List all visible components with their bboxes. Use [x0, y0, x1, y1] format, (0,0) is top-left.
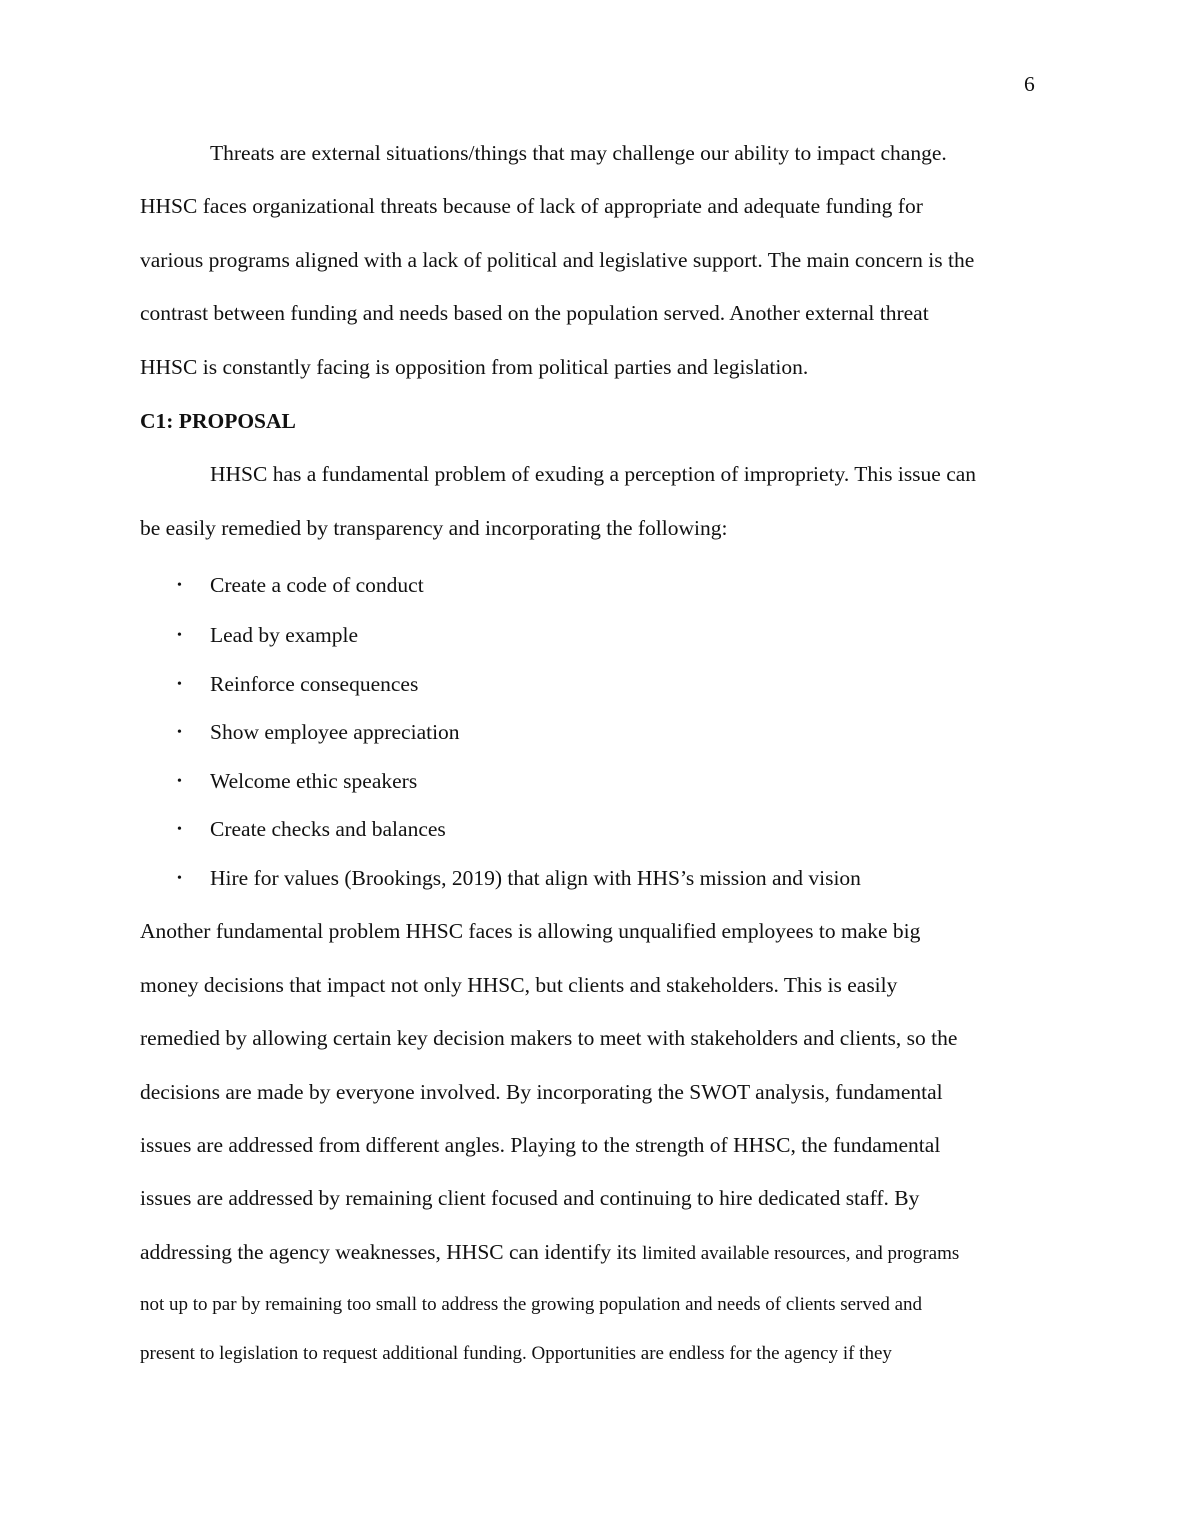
- paragraph-line: present to legislation to request additional funding. Opportunities are endless for the agency if they: [140, 1343, 892, 1364]
- paragraph-line: issues are addressed from different angles. Playing to the strength of HHSC, the fundamental: [140, 1133, 941, 1157]
- list-item: Hire for values (Brookings, 2019) that align with HHS’s mission and vision: [210, 866, 861, 890]
- line-segment-small: limited available resources, and programs: [642, 1243, 960, 1264]
- paragraph-line: various programs aligned with a lack of political and legislative support. The main concern is the: [140, 248, 975, 272]
- paragraph-line: HHSC faces organizational threats because of lack of appropriate and adequate funding for: [140, 194, 923, 218]
- list-item: Create checks and balances: [210, 817, 446, 841]
- paragraph-line: remedied by allowing certain key decision makers to meet with stakeholders and clients, so the: [140, 1026, 958, 1050]
- bullet-icon: •: [177, 725, 182, 740]
- paragraph-line: HHSC is constantly facing is opposition from political parties and legislation.: [140, 355, 809, 379]
- list-item: Show employee appreciation: [210, 720, 460, 744]
- page-number: 6: [1024, 72, 1035, 96]
- bullet-icon: •: [177, 578, 182, 593]
- bullet-icon: •: [177, 822, 182, 837]
- paragraph-line: money decisions that impact not only HHSC, but clients and stakeholders. This is easily: [140, 973, 898, 997]
- paragraph-line: be easily remedied by transparency and incorporating the following:: [140, 516, 728, 540]
- paragraph-line: Threats are external situations/things that may challenge our ability to impact change.: [210, 141, 947, 165]
- list-item: Create a code of conduct: [210, 573, 424, 597]
- list-item: Welcome ethic speakers: [210, 769, 418, 793]
- line-segment: addressing the agency weaknesses, HHSC can identify its: [140, 1240, 643, 1264]
- bullet-icon: •: [177, 677, 182, 692]
- bullet-icon: •: [177, 628, 182, 643]
- paragraph-line: issues are addressed by remaining client focused and continuing to hire dedicated staff. By: [140, 1186, 920, 1210]
- bullet-icon: •: [177, 871, 182, 886]
- paragraph-line: [140, 1238, 959, 1268]
- paragraph-line: HHSC has a fundamental problem of exuding a perception of impropriety. This issue can: [210, 462, 977, 486]
- section-heading: C1: PROPOSAL: [140, 409, 296, 433]
- bullet-icon: •: [177, 774, 182, 789]
- list-item: Lead by example: [210, 623, 359, 647]
- list-item: Reinforce consequences: [210, 672, 419, 696]
- paragraph-line: not up to par by remaining too small to address the growing population and needs of clients served and: [140, 1294, 922, 1315]
- paragraph-line: contrast between funding and needs based on the population served. Another external threat: [140, 301, 929, 325]
- paragraph-line: decisions are made by everyone involved. By incorporating the SWOT analysis, fundamental: [140, 1080, 943, 1104]
- paragraph-line: Another fundamental problem HHSC faces is allowing unqualified employees to make big: [140, 919, 921, 943]
